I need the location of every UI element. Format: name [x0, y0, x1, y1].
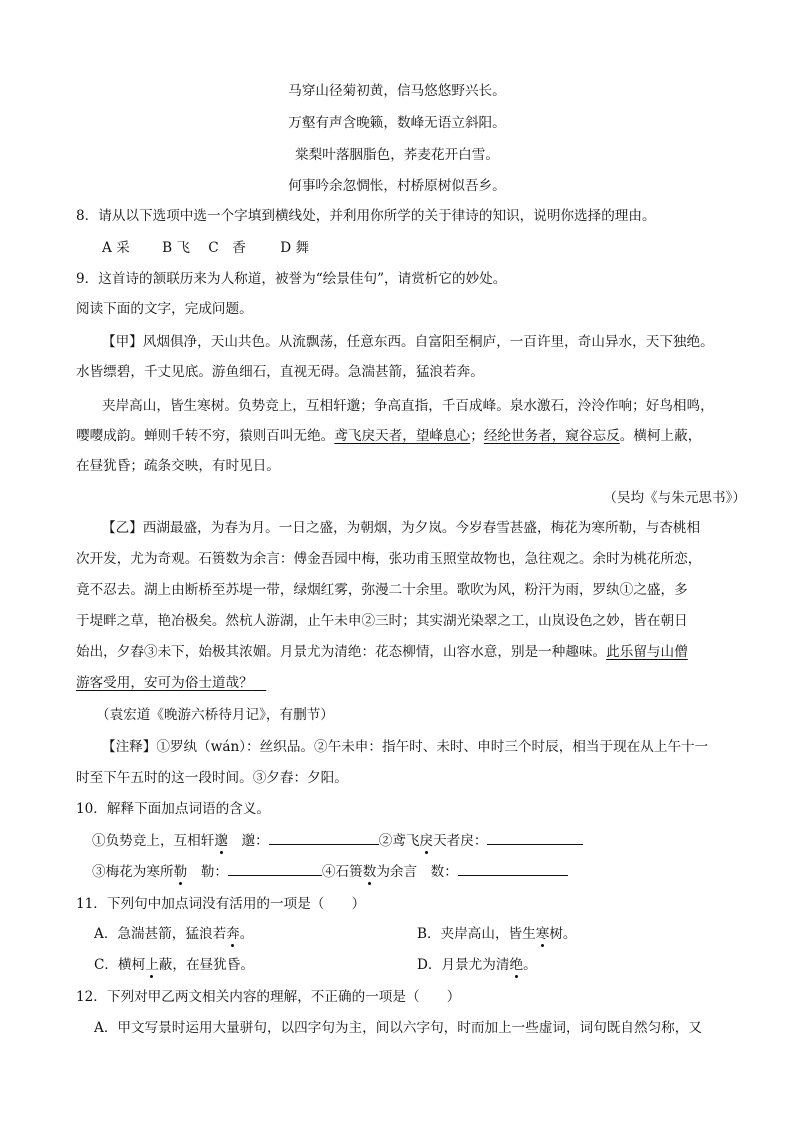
dotted-word: 奔 [226, 926, 240, 942]
yi-text: 三时；其实湖光染翠之工，山岚设色之妙，皆在朝日 [375, 613, 688, 629]
option-text: B．夹岸高山，皆生 [417, 926, 536, 942]
option-text: 。 [523, 957, 537, 973]
question-8: 8．请从以下选项中选一个字填到横线处，并利用你所学的关于律诗的知识，说明你选择的理由。 [76, 208, 656, 224]
yi-text: 竟不忍去。湖上由断桥至苏堤一带，绿烟红雾，弥漫二十余里。歌吹为风，粉汗为雨，罗纨 [76, 582, 620, 598]
jia-line: 【甲】风烟俱净，天山共色。从流飘荡，任意东西。自富阳至桐庐，一百许里，奇山异水，天下独绝。 [102, 334, 714, 350]
q10-row [92, 830, 583, 851]
poem-line: 何事吟余忽惆怅，村桥原树似吾乡。 [288, 178, 506, 194]
q10-item: ②鸢飞 [378, 833, 420, 849]
option-text: C．横柯 [94, 957, 146, 973]
jia-line: 在昼犹昏；疏条交映，有时见日。 [76, 458, 280, 474]
yi-text: 始出，夕舂 [76, 644, 144, 660]
question-11: 11．下列句中加点词没有活用的一项是（ ） [76, 896, 366, 912]
yi-line [76, 580, 688, 600]
dotted-word: 绝 [509, 957, 524, 973]
q10-item: ③梅花为寒所 [92, 864, 174, 880]
yi-line [76, 611, 688, 631]
reading-intro: 阅读下面的文字，完成问题。 [76, 301, 253, 317]
poem-line: 万壑有声含晚籁，数峰无语立斜阳。 [288, 115, 506, 131]
option-a: A 采 [102, 240, 130, 256]
dotted-word: 邈 [214, 833, 228, 849]
option-text: 树。 [549, 926, 577, 942]
dotted-word: 勒 [173, 864, 188, 880]
option-text: A．急湍甚箭，猛浪若 [94, 926, 227, 942]
q10-item: 天者戾： [433, 833, 488, 849]
q10-label: 勒： [187, 864, 228, 880]
q10-row [92, 861, 568, 882]
poem-line: 马穿山径菊初黄，信马悠悠野兴长。 [288, 83, 506, 99]
answer-blank[interactable] [269, 830, 379, 845]
q11-option-c[interactable] [94, 955, 254, 975]
underlined-sentence: 鸢飞戾天者，望峰息心 [334, 428, 471, 444]
dotted-word: 上 [145, 957, 159, 973]
yi-text: 于堤畔之草，艳冶极矣。然杭人游湖，止午未申 [76, 613, 362, 629]
note-line: 【注释】①罗纨（wán）：丝织品。②午未申：指午时、未时、申时三个时辰，相当于现在从上午十一 [102, 739, 709, 755]
yi-line [76, 642, 688, 662]
q12-option-a[interactable]: A．甲文写景时运用大量骈句，以四字句为主，间以六字句，时而加上一些虚词，词句既自然匀称，又 [94, 1020, 702, 1036]
question-9: 9．这首诗的颔联历来为人称道，被誉为“绘景佳句”，请赏析它的妙处。 [76, 271, 507, 287]
option-text: 蔽，在昼犹昏。 [158, 957, 254, 973]
note-line: 时至下午五时的这一段时间。③夕舂：夕阳。 [76, 770, 348, 786]
jia-text: 嘤嘤成韵。蝉则千转不穷，猿则百叫无绝。 [76, 428, 335, 444]
q11-option-a[interactable] [94, 924, 253, 944]
q11-option-d[interactable] [417, 955, 537, 975]
option-b: B 飞 [162, 240, 190, 256]
underlined-sentence: 此乐留与山僧 [606, 644, 688, 660]
underlined-sentence: 游客受用，安可为俗士道哉？ [76, 675, 253, 691]
yi-source: （袁宏道《晚游六桥待月记》，有删节） [96, 707, 334, 723]
dotted-word: 寒 [535, 926, 550, 942]
yi-line: 【乙】西湖最盛，为春为月。一日之盛，为朝烟，为夕岚。今岁春雪甚盛，梅花为寒所勒，与杏桃相 [102, 520, 701, 536]
q11-option-b[interactable] [417, 924, 577, 944]
option-text: 。 [239, 926, 254, 942]
jia-text: ； [470, 428, 484, 444]
dotted-word: 戾 [419, 833, 434, 849]
jia-text: 。横柯上蔽， [619, 428, 702, 444]
jia-source: （吴均《与朱元思书》） [603, 490, 746, 506]
jia-line: 夹岸高山，皆生寒树。负势竞上，互相轩邈；争高直指，千百成峰。泉水激石，泠泠作响；好鸟相鸣， [102, 398, 714, 414]
option-text: D．月景尤为清 [417, 957, 510, 973]
q10-item: ④石篑 [321, 864, 363, 880]
q10-item: ①负势竞上，互相轩 [92, 833, 215, 849]
q10-label: 邈： [227, 833, 269, 849]
q10-item: 为余言 数： [376, 864, 458, 880]
answer-blank[interactable] [487, 830, 583, 845]
question-10: 10．解释下面加点词语的含义。 [76, 801, 271, 817]
note-marker: ① [619, 582, 634, 598]
yi-text: 之盛，多 [633, 582, 688, 598]
yi-line: 次开发，尤为奇观。石篑数为余言：傅金吾园中梅，张功甫玉照堂故物也，急往观之。余时为桃花所恋， [76, 551, 702, 567]
note-marker: ② [361, 613, 376, 629]
underlined-sentence: 经纶世务者，窥谷忘反 [483, 428, 620, 444]
q8-options [102, 238, 309, 258]
poem-line: 棠梨叶落胭脂色，荞麦花开白雪。 [295, 147, 499, 163]
jia-line: 水皆缥碧，千丈见底。游鱼细石，直视无碍。急湍甚箭，猛浪若奔。 [76, 364, 484, 380]
dotted-word: 数 [362, 864, 377, 880]
yi-text: 未下，始极其浓媚。月景尤为清绝：花态柳情，山容水意，别是一种趣味。 [157, 644, 607, 660]
jia-line [76, 426, 701, 446]
note-marker: ③ [143, 644, 158, 660]
answer-blank[interactable] [228, 861, 322, 876]
yi-line [76, 673, 266, 693]
question-12: 12．下列对甲乙两文相关内容的理解，不正确的一项是（ ） [76, 989, 461, 1005]
answer-blank[interactable] [458, 861, 568, 876]
option-c: C 香 [208, 240, 246, 256]
option-d: D 舞 [280, 240, 310, 256]
